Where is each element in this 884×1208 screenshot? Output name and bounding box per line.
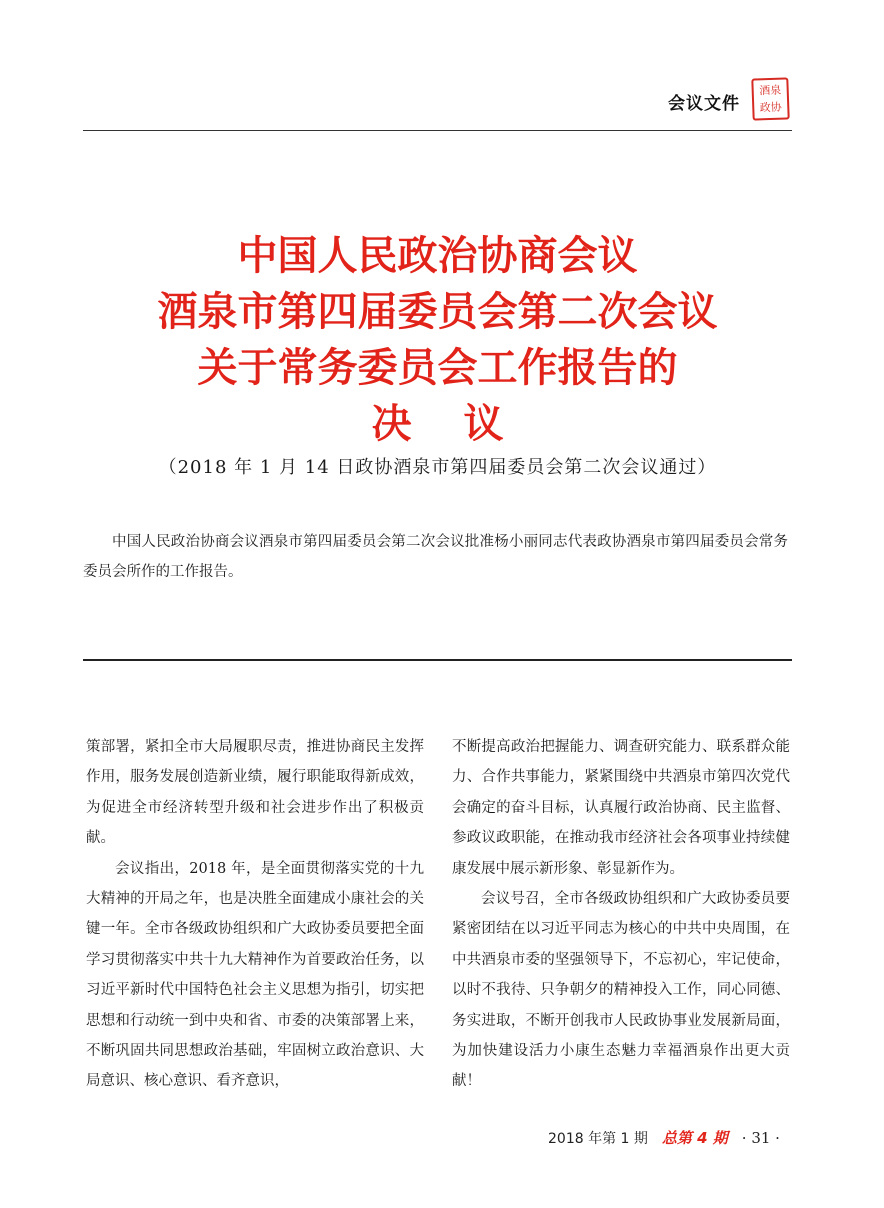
section-label: 会议文件 bbox=[668, 94, 740, 114]
section-divider bbox=[83, 659, 792, 661]
page-number: · 31 · bbox=[741, 1128, 780, 1147]
body-paragraph: 不断提高政治把握能力、调查研究能力、联系群众能力、合作共事能力，紧紧围绕中共酒泉市第四次党代会确定的奋斗目标，认真履行政治协商、民主监督、参政议政职能，在推动我市经济社会各项事业持续健康发展中展示新形象、彰显新作为。 bbox=[452, 739, 790, 877]
document-title bbox=[83, 228, 792, 452]
title-line-2: 酒泉市第四届委员会第二次会议 bbox=[157, 288, 718, 335]
body-column-right bbox=[452, 732, 790, 1097]
title-line-3: 关于常务委员会工作报告的 bbox=[197, 344, 678, 391]
title-line-4: 决议 bbox=[371, 400, 556, 447]
document-subtitle: （2018 年 1 月 14 日政协酒泉市第四届委员会第二次会议通过） bbox=[158, 457, 717, 478]
top-divider bbox=[83, 130, 792, 131]
body-paragraph: 会议指出，2018 年，是全面贯彻落实党的十九大精神的开局之年，也是决胜全面建成小康社会的关键一年。全市各级政协组织和广大政协委员要把全面学习贯彻落实中共十九大精神作为首要政治任务，以习近平新时代中国特色社会主义思想为指引，切实把思想和行动统一到中央和省、市委的决策部署上来，不断巩固共同思想政治基础，牢固树立政治意识、大局意识、核心意识、看齐意识， bbox=[86, 860, 424, 1090]
issue-label: 2018 年第 1 期 bbox=[548, 1130, 648, 1147]
body-column-left bbox=[86, 732, 424, 1097]
body-paragraph: 策部署，紧扣全市大局履职尽责，推进协商民主发挥作用，服务发展创造新业绩，履行职能取得新成效，为促进全市经济转型升级和社会进步作出了积极贡献。 bbox=[86, 739, 424, 847]
magazine-issue-label: 总第 4 期 bbox=[661, 1129, 728, 1147]
logo-seal-icon: 酒泉 政协 bbox=[751, 77, 789, 120]
intro-paragraph: 中国人民政治协商会议酒泉市第四届委员会第二次会议批准杨小丽同志代表政协酒泉市第四届委员会常务委员会所作的工作报告。 bbox=[83, 534, 788, 580]
title-line-1: 中国人民政治协商会议 bbox=[237, 232, 638, 279]
body-paragraph: 会议号召，全市各级政协组织和广大政协委员要紧密团结在以习近平同志为核心的中共中央周围，在中共酒泉市委的坚强领导下，不忘初心，牢记使命，以时不我待、只争朝夕的精神投入工作，同心同德、务实进取，不断开创我市人民政协事业发展新局面，为加快建设活力小康生态魅力幸福酒泉作出更大贡献！ bbox=[452, 891, 790, 1090]
page-footer bbox=[548, 1127, 780, 1148]
